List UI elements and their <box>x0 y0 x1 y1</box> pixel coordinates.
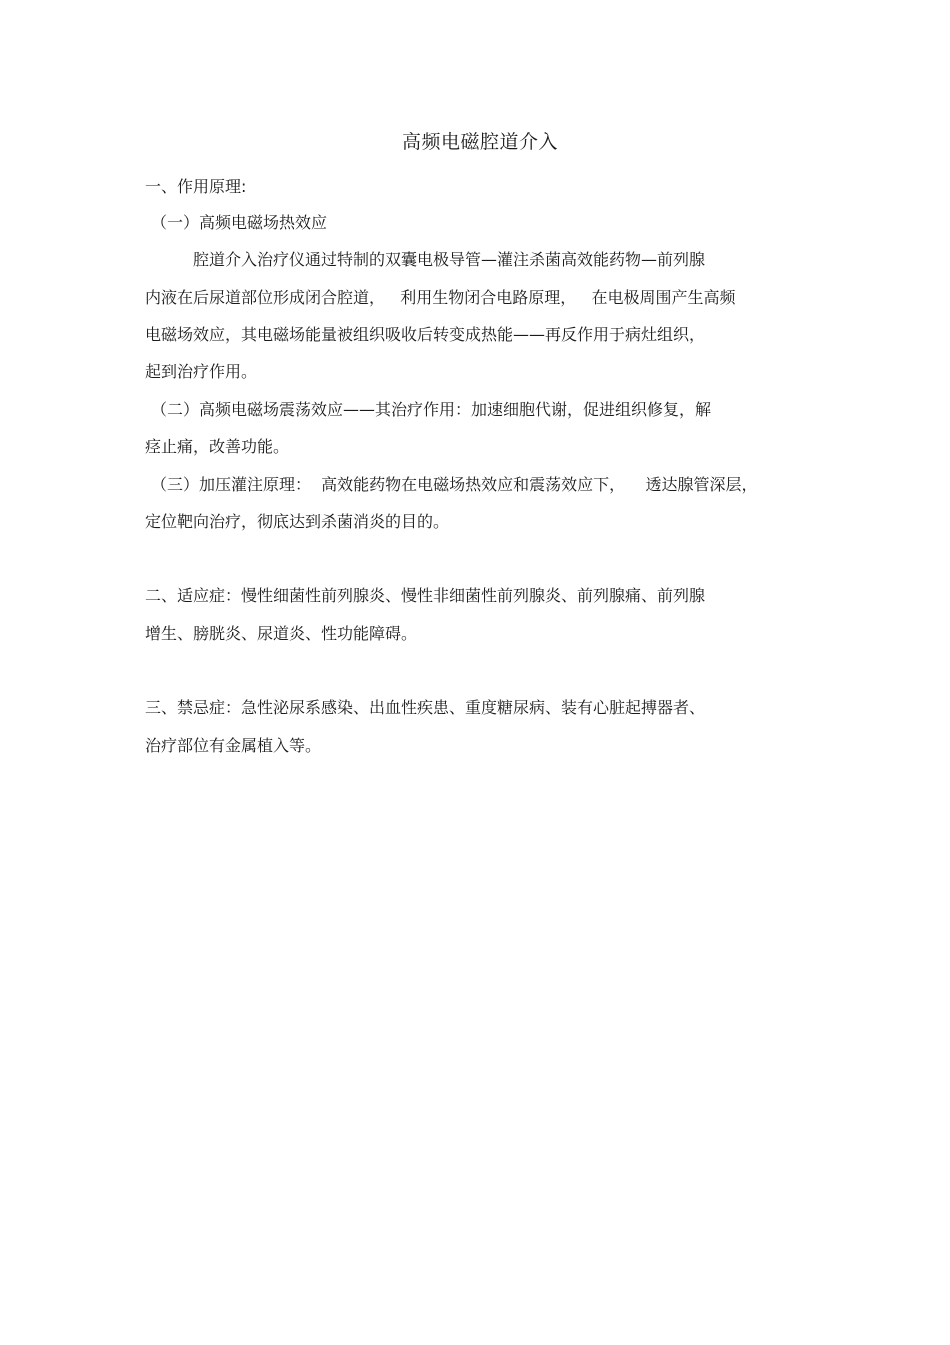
subsection-3-line: （三）加压灌注原理： 高效能药物在电磁场热效应和震荡效应下， 透达腺管深层， <box>151 475 758 494</box>
paragraph-line: 起到治疗作用。 <box>145 362 258 381</box>
subsection-2-line: （二）高频电磁场震荡效应——其治疗作用：加速细胞代谢，促进组织修复，解 <box>151 400 712 419</box>
paragraph-line: 痉止痛，改善功能。 <box>145 437 290 456</box>
paragraph-line: 增生、膀胱炎、尿道炎、性功能障碍。 <box>145 624 418 643</box>
paragraph-line: 内液在后尿道部位形成闭合腔道， 利用生物闭合电路原理， 在电极周围产生高频 <box>145 288 736 307</box>
subsection-1-heading: （一）高频电磁场热效应 <box>151 213 328 232</box>
section-3-line: 三、禁忌症：急性泌尿系感染、出血性疾患、重度糖尿病、装有心脏起搏器者、 <box>145 698 706 717</box>
paragraph-line: 治疗部位有金属植入等。 <box>145 736 322 755</box>
paragraph-line: 定位靶向治疗，彻底达到杀菌消炎的目的。 <box>145 512 450 531</box>
paragraph-line: 腔道介入治疗仪通过特制的双囊电极导管—灌注杀菌高效能药物—前列腺 <box>193 250 706 269</box>
section-2-line: 二、适应症：慢性细菌性前列腺炎、慢性非细菌性前列腺炎、前列腺痛、前列腺 <box>145 586 706 605</box>
document-title: 高频电磁腔道介入 <box>401 131 558 153</box>
paragraph-line: 电磁场效应，其电磁场能量被组织吸收后转变成热能——再反作用于病灶组织， <box>145 325 706 344</box>
section-1-heading: 一、作用原理: <box>145 177 247 196</box>
